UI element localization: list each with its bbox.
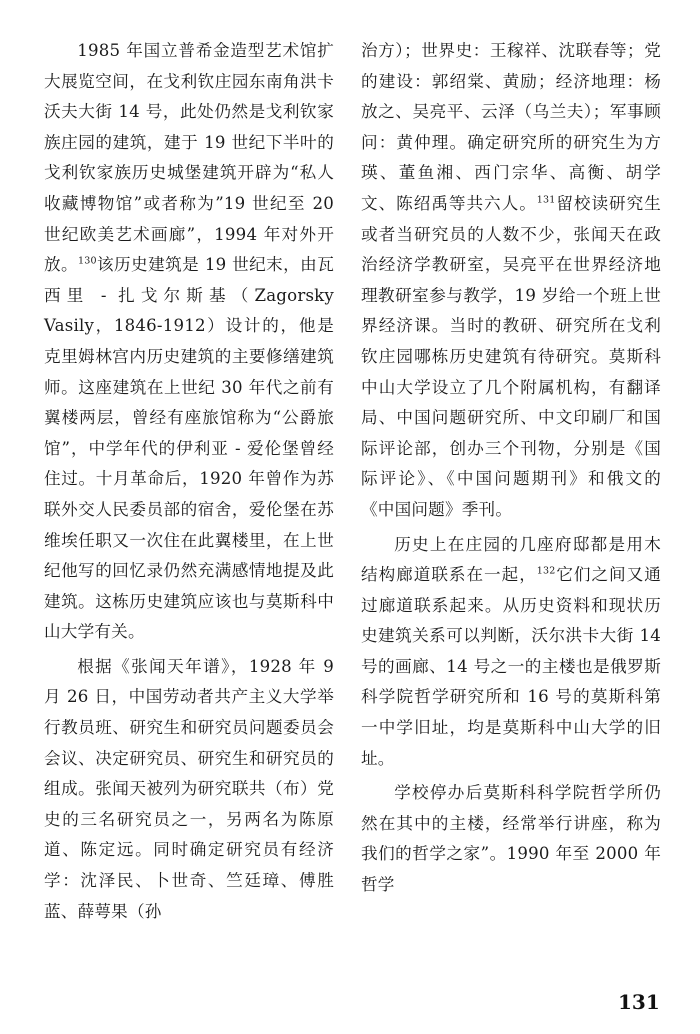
paragraph — [44, 652, 334, 927]
paragraph — [44, 36, 334, 648]
page-number: 131 — [618, 990, 660, 1014]
left-column — [44, 36, 334, 931]
paragraph-text: 历史上在庄园的几座府邸都是用木结构廊道联系在一起， — [361, 534, 661, 585]
footnote-marker: 131 — [536, 194, 556, 206]
paragraph — [361, 778, 661, 900]
paragraph-text: 它们之间又通过廊道联系起来。从历史资料和现状历史建筑关系可以判断，沃尔洪卡大街 14 号的画廊、14 号之一的主楼也是俄罗斯科学院哲学研究所和 16 号的莫斯科第一中学旧址，均是莫斯科中山大学的旧址。 — [361, 565, 662, 768]
paragraph-text: 该历史建筑是 19 世纪末，由瓦西里 - 扎戈尔斯基（Zagorsky Vasily，1846-1912）设计的，他是克里姆林宫内历史建筑的主要修缮建筑师。这座建筑在上世纪 30 年代之前有翼楼两层，曾经有座旅馆称为“公爵旅馆”，中学年代的伊利亚 - 爱伦堡曾经住过。十月革命后，1920 年曾作为苏联外交人民委员部的宿舍，爱伦堡在苏维埃任职又一次住在此翼楼里，在上世纪他写的回忆录仍然充满感情地提及此建筑。这栋历史建筑应该也与莫斯科中山大学有关。 — [44, 255, 334, 642]
paragraph-text: 治方）；世界史：王稼祥、沈联春等；党的建设：郭绍棠、黄励；经济地理：杨放之、吴亮平、云泽（乌兰夫）；军事顾问：黄仲理。确定研究所的研究生为方瑛、董鱼湘、西门宗华、高衡、胡学文、陈绍禹等共六人。 — [361, 41, 661, 213]
paragraph-text: 留校读研究生或者当研究员的人数不少，张闻天在政治经济学教研室，吴亮平在世界经济地理教研室参与教学，19 岁给一个班上世界经济课。当时的教研、研究所在戈利钦庄园哪栋历史建筑有待研究。莫斯科中山大学设立了几个附属机构，有翻译局、中国问题研究所、中文印刷厂和国际评论部，创办三个刊物，分别是《国际评论》、《中国问题期刊》和俄文的《中国问题》季刊。 — [361, 193, 662, 519]
right-column — [361, 36, 661, 905]
paragraph — [361, 36, 661, 526]
footnote-marker: 130 — [78, 255, 97, 267]
paragraph — [361, 530, 661, 775]
paragraph-text: 根据《张闻天年谱》，1928 年 9 月 26 日，中国劳动者共产主义大学举行教员班、研究生和研究员问题委员会会议、决定研究员、研究生和研究员的组成。张闻天被列为研究联共（布）党史的三名研究员之一，另两名为陈原道、陈定远。同时确定研究员有经济学：沈泽民、卜世奇、竺廷璋、傅胜蓝、薛萼果（孙 — [44, 656, 334, 921]
paragraph-text: 1985 年国立普希金造型艺术馆扩大展览空间，在戈利钦庄园东南角洪卡沃夫大街 14 号，此处仍然是戈利钦家族庄园的建筑，建于 19 世纪下半叶的戈利钦家族历史城堡建筑开辟为“私人收藏博物馆”或者称为”19 世纪至 20 世纪欧美艺术画廊”，1994 年对外开放。 — [44, 41, 334, 275]
paragraph-text: 学校停办后莫斯科科学院哲学所仍然在其中的主楼，经常举行讲座，称为我们的哲学之家”。1990 年至 2000 年哲学 — [361, 783, 661, 895]
footnote-marker: 132 — [536, 565, 556, 577]
